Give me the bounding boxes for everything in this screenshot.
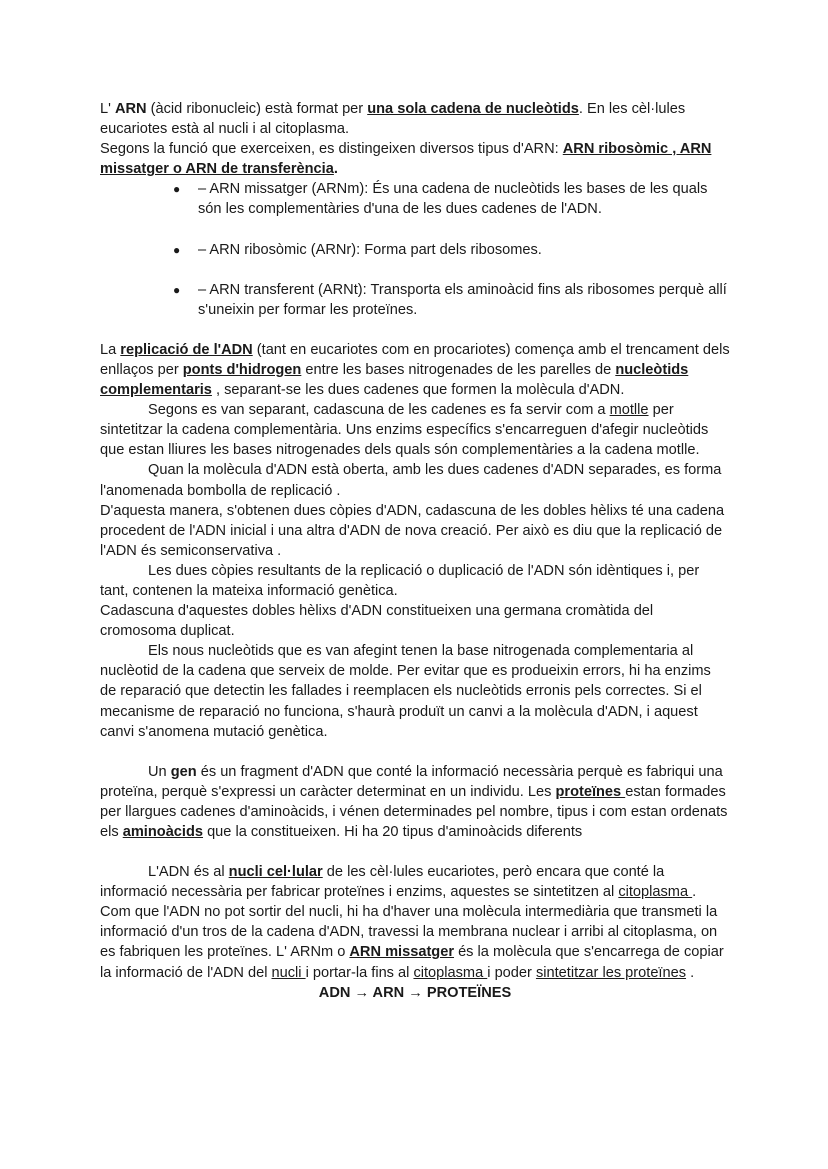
single-chain-term: una sola cadena de nucleòtids bbox=[367, 101, 579, 117]
text: estan formades per llargues cadenes d'aminoàcids, i vénen determinades pel nombre, tipus i com estan ordenats els bbox=[100, 783, 728, 840]
text: , separant-se les dues cadenes que formen la molècula d'ADN. bbox=[211, 382, 625, 399]
proteins-term: proteïnes bbox=[555, 783, 626, 800]
list-item-text: – ARN missatger (ARNm): És una cadena de nucleòtids les bases de les quals són les complementàries d'una de les dues cadenes de l'ADN. bbox=[198, 181, 708, 218]
text: . bbox=[686, 964, 695, 981]
nucleus-term: nucli bbox=[271, 964, 306, 981]
text: . bbox=[333, 161, 338, 178]
cytoplasm-term: citoplasma bbox=[413, 964, 488, 981]
replication-paragraph-1 bbox=[100, 340, 730, 400]
list-item bbox=[100, 179, 730, 219]
complementary-nucleotides-term: nucleòtids complementaris bbox=[100, 361, 689, 399]
cell-nucleus-term: nucli cel·lular bbox=[228, 864, 323, 881]
spacer bbox=[100, 842, 730, 862]
intro-paragraph-1 bbox=[100, 99, 730, 139]
replication-paragraph-6: Cadascuna d'aquestes dobles hèlixs d'ADN constitueixen una germana cromàtida del cromosoma duplicat. bbox=[100, 603, 654, 640]
replication-paragraph-5: Les dues còpies resultants de la replicació o duplicació de l'ADN són idèntiques i, per tant, contenen la mateixa informació genètica. bbox=[100, 562, 700, 599]
list-item bbox=[100, 280, 730, 320]
text: de les cèl·lules eucariotes, però encara que conté la informació necessària per fabricar proteïnes i enzims, aquestes se sintetitzen al bbox=[100, 864, 665, 901]
text: és un fragment d'ADN que conté la informació necessària perquè es fabriqui una proteïna, perquè s'expressi un caràcter determinat en un individu. Les bbox=[100, 763, 723, 800]
text: Un bbox=[148, 763, 171, 780]
spacer bbox=[100, 742, 730, 762]
text: L' bbox=[100, 101, 115, 117]
text: . Com que l'ADN no pot sortir del nucli, hi ha d'haver una molècula intermediària que transmeti la informació d'un tros de la cadena d'ADN, travessi la membrana nuclear i arribi al citoplasma, on es fabriquen les proteïnes. L' ARNm o bbox=[100, 884, 718, 961]
text: és la molècula que s'encarrega de copiar la informació de l'ADN del bbox=[100, 944, 724, 981]
cytoplasm-term: citoplasma bbox=[618, 884, 693, 901]
template-term: motlle bbox=[609, 402, 649, 419]
spacer bbox=[100, 320, 730, 340]
dna-rna-protein-flow: ADN → ARN → PROTEÏNES bbox=[318, 984, 512, 1001]
replication-paragraph-2 bbox=[100, 400, 730, 460]
synthesize-proteins-term: sintetitzar les proteïnes bbox=[535, 964, 687, 981]
text: i poder bbox=[487, 964, 536, 981]
replication-paragraph-4: D'aquesta manera, s'obtenen dues còpies d'ADN, cadascuna de les dobles hèlixs té una cadena procedent de l'ADN inicial i una altra d'ADN de nova creació. Per això es diu que la replicació de l'ADN és semiconservativa . bbox=[100, 502, 725, 559]
list-item-text: – ARN ribosòmic (ARNr): Forma part dels ribosomes. bbox=[198, 241, 542, 258]
gene-term: gen bbox=[170, 763, 197, 780]
arn-term: ARN bbox=[114, 101, 147, 117]
bullet-icon: ● bbox=[173, 282, 181, 297]
text: que la constitueixen. Hi ha 20 tipus d'aminoàcids diferents bbox=[203, 824, 583, 840]
replication-term: replicació de l'ADN bbox=[120, 341, 253, 358]
spacer bbox=[100, 220, 730, 240]
amino-acids-term: aminoàcids bbox=[122, 824, 204, 840]
bullet-icon: ● bbox=[173, 242, 181, 257]
text: per sintetitzar la cadena complementària. Uns enzims específics s'encarreguen d'afegir nucleòtids que estan lliures les bases nitrogenades dels quals són complementàries a la cadena motlle. bbox=[100, 402, 709, 459]
text: entre les bases nitrogenades de les parelles de bbox=[301, 361, 616, 378]
replication-paragraph-7: Els nous nucleòtids que es van afegint tenen la base nitrogenada complementaria al nuclèotid de la cadena que serveix de molde. Per evitar que es produeixin errors, hi ha enzims de reparació que detectin les fallades i reemplacen els nucleòtids erronis pels correctes. Si el mecanisme de reparació no funciona, s'haurà produït un canvi a la molècula d'ADN, i aquest canvi s'anomena mutació genètica. bbox=[100, 643, 711, 740]
arn-types-list bbox=[100, 179, 730, 319]
list-item bbox=[100, 240, 730, 260]
list-item-text: – ARN transferent (ARNt): Transporta els aminoàcid fins als ribosomes perquè allí s'uneixin per formar les proteïnes. bbox=[198, 281, 727, 318]
intro-paragraph-2 bbox=[100, 139, 730, 179]
text: Segons es van separant, cadascuna de les cadenes es fa servir com a bbox=[148, 402, 610, 419]
replication-paragraph-3: Quan la molècula d'ADN està oberta, amb les dues cadenes d'ADN separades, es forma l'anomenada bombolla de replicació . bbox=[100, 462, 722, 499]
text: (àcid ribonucleic) està format per bbox=[146, 101, 368, 117]
nucleus-paragraph bbox=[100, 862, 730, 983]
messenger-rna-term: ARN missatger bbox=[349, 944, 455, 961]
text: i portar-la fins al bbox=[305, 964, 414, 981]
gene-paragraph bbox=[100, 762, 730, 842]
text: (tant en eucariotes com en procariotes) comença amb el trencament dels enllaços per bbox=[100, 341, 730, 378]
text: La bbox=[100, 341, 121, 358]
text: L'ADN és al bbox=[148, 864, 229, 881]
document-page bbox=[100, 99, 730, 1003]
text: . En les cèl·lules eucariotes està al nucli i al citoplasma. bbox=[100, 101, 686, 138]
arn-types-term: ARN ribosòmic , ARN missatger o ARN de transferència bbox=[100, 141, 712, 178]
text: Segons la funció que exerceixen, es distingeixen diversos tipus d'ARN: bbox=[100, 141, 563, 158]
hydrogen-bridges-term: ponts d'hidrogen bbox=[182, 361, 302, 378]
bullet-icon: ● bbox=[173, 182, 181, 197]
spacer bbox=[100, 260, 730, 280]
